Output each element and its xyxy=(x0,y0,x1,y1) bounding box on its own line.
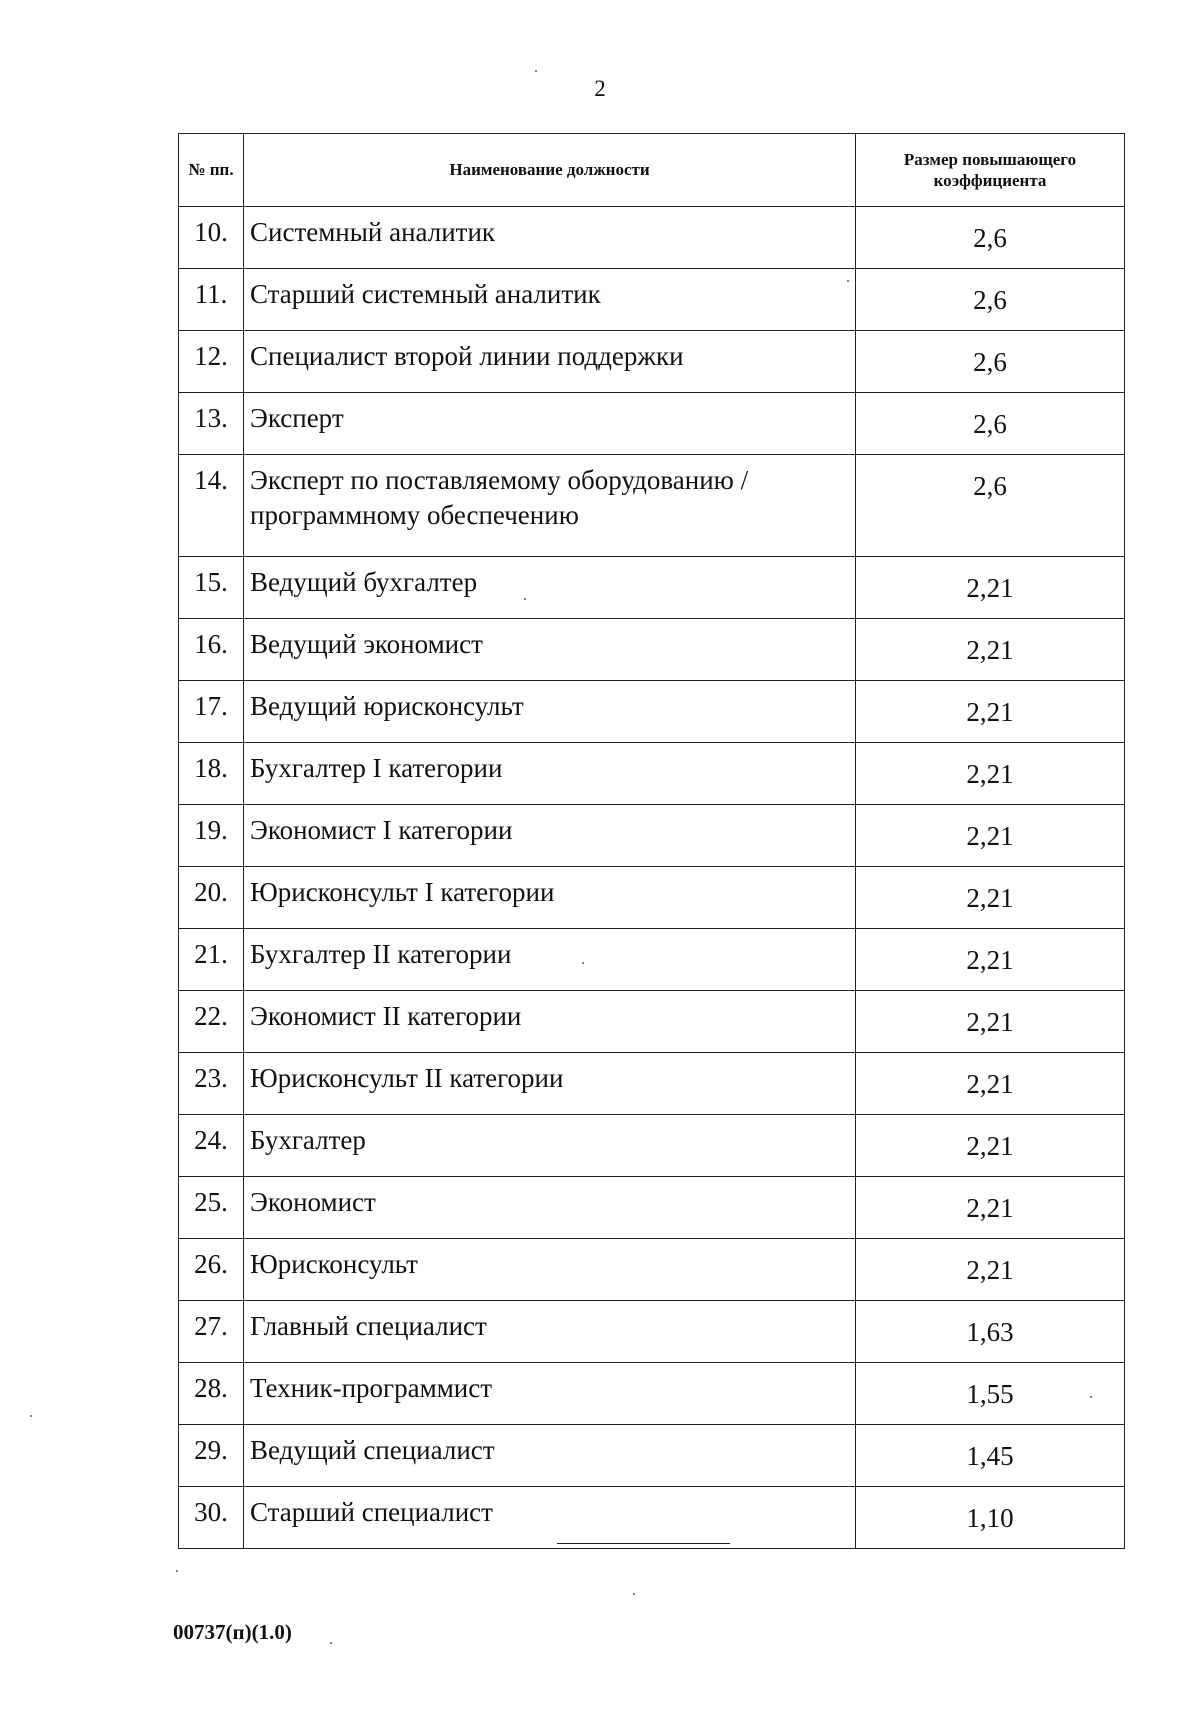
scan-speck xyxy=(330,1642,332,1644)
table-row xyxy=(179,743,1125,805)
scan-speck xyxy=(847,280,849,282)
table-row xyxy=(179,207,1125,269)
header-num: № пп. xyxy=(179,134,244,207)
coefficient-value: 2,21 xyxy=(856,991,1125,1053)
position-name: Техник-программист xyxy=(244,1363,856,1425)
table-row xyxy=(179,1487,1125,1549)
scan-speck xyxy=(1090,1396,1092,1398)
coefficient-value: 2,21 xyxy=(856,1115,1125,1177)
row-number: 23. xyxy=(179,1053,244,1115)
position-name: Старший специалист xyxy=(244,1487,856,1549)
position-name: Юрисконсульт I категории xyxy=(244,867,856,929)
coefficient-value: 2,21 xyxy=(856,1177,1125,1239)
scan-speck xyxy=(535,70,537,72)
position-name: Старший системный аналитик xyxy=(244,269,856,331)
row-number: 25. xyxy=(179,1177,244,1239)
row-number: 22. xyxy=(179,991,244,1053)
row-number: 14. xyxy=(179,455,244,557)
coefficient-value: 2,21 xyxy=(856,619,1125,681)
table-row xyxy=(179,331,1125,393)
coefficient-value: 1,45 xyxy=(856,1425,1125,1487)
table-row xyxy=(179,991,1125,1053)
row-number: 21. xyxy=(179,929,244,991)
position-name: Ведущий бухгалтер xyxy=(244,557,856,619)
row-number: 17. xyxy=(179,681,244,743)
coefficient-value: 2,21 xyxy=(856,805,1125,867)
scan-speck xyxy=(582,962,584,964)
row-number: 27. xyxy=(179,1301,244,1363)
table-row xyxy=(179,455,1125,557)
table-row xyxy=(179,1239,1125,1301)
coefficient-value: 1,10 xyxy=(856,1487,1125,1549)
row-number: 12. xyxy=(179,331,244,393)
header-coefficient: Размер повышающего коэффициента xyxy=(856,134,1125,207)
coefficient-value: 2,21 xyxy=(856,557,1125,619)
scan-speck xyxy=(30,1415,32,1417)
position-name: Ведущий специалист xyxy=(244,1425,856,1487)
coefficient-value: 2,6 xyxy=(856,393,1125,455)
coefficient-value: 2,21 xyxy=(856,929,1125,991)
table-row xyxy=(179,619,1125,681)
coefficient-value: 2,6 xyxy=(856,269,1125,331)
row-number: 24. xyxy=(179,1115,244,1177)
table-row xyxy=(179,1177,1125,1239)
row-number: 10. xyxy=(179,207,244,269)
position-name: Бухгалтер xyxy=(244,1115,856,1177)
coefficient-value: 2,21 xyxy=(856,743,1125,805)
table-row xyxy=(179,269,1125,331)
table-row xyxy=(179,1425,1125,1487)
coefficient-value: 2,21 xyxy=(856,681,1125,743)
position-name: Экономист xyxy=(244,1177,856,1239)
position-name: Специалист второй линии поддержки xyxy=(244,331,856,393)
coefficient-value: 2,21 xyxy=(856,1053,1125,1115)
scan-speck xyxy=(524,598,526,600)
row-number: 26. xyxy=(179,1239,244,1301)
table-row xyxy=(179,681,1125,743)
header-position-name: Наименование должности xyxy=(244,134,856,207)
document-code: 00737(п)(1.0) xyxy=(173,1620,292,1644)
row-number: 18. xyxy=(179,743,244,805)
table-row xyxy=(179,393,1125,455)
page-number: 2 xyxy=(594,76,606,101)
coefficient-value: 1,55 xyxy=(856,1363,1125,1425)
row-number: 15. xyxy=(179,557,244,619)
position-name: Эксперт xyxy=(244,393,856,455)
position-name: Экономист I категории xyxy=(244,805,856,867)
row-number: 16. xyxy=(179,619,244,681)
row-number: 20. xyxy=(179,867,244,929)
table-row xyxy=(179,929,1125,991)
coefficient-value: 2,21 xyxy=(856,867,1125,929)
position-name: Юрисконсульт II категории xyxy=(244,1053,856,1115)
table-row xyxy=(179,1115,1125,1177)
row-number: 13. xyxy=(179,393,244,455)
position-name: Юрисконсульт xyxy=(244,1239,856,1301)
position-name: Эксперт по поставляемому оборудованию / программному обеспечению xyxy=(244,455,856,557)
positions-table xyxy=(178,133,1125,1549)
table-header-row xyxy=(179,134,1125,207)
row-number: 29. xyxy=(179,1425,244,1487)
coefficient-value: 2,6 xyxy=(856,455,1125,557)
signature-divider-line xyxy=(557,1543,730,1544)
scan-speck xyxy=(176,1570,178,1572)
table-row xyxy=(179,1301,1125,1363)
table-row xyxy=(179,867,1125,929)
table-row xyxy=(179,805,1125,867)
coefficient-value: 1,63 xyxy=(856,1301,1125,1363)
position-name: Ведущий экономист xyxy=(244,619,856,681)
scan-speck xyxy=(633,1593,635,1595)
position-name: Главный специалист xyxy=(244,1301,856,1363)
row-number: 30. xyxy=(179,1487,244,1549)
coefficient-value: 2,6 xyxy=(856,207,1125,269)
row-number: 28. xyxy=(179,1363,244,1425)
table-row xyxy=(179,557,1125,619)
table-row xyxy=(179,1053,1125,1115)
position-name: Бухгалтер II категории xyxy=(244,929,856,991)
position-name: Ведущий юрисконсульт xyxy=(244,681,856,743)
table-row xyxy=(179,1363,1125,1425)
row-number: 11. xyxy=(179,269,244,331)
position-name: Бухгалтер I категории xyxy=(244,743,856,805)
coefficient-value: 2,21 xyxy=(856,1239,1125,1301)
row-number: 19. xyxy=(179,805,244,867)
coefficient-value: 2,6 xyxy=(856,331,1125,393)
position-name: Экономист II категории xyxy=(244,991,856,1053)
position-name: Системный аналитик xyxy=(244,207,856,269)
